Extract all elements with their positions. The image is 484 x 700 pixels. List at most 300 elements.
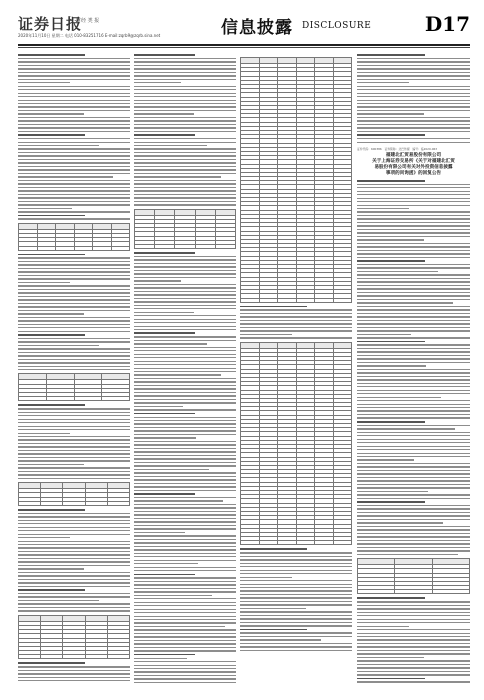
text-line — [18, 96, 130, 97]
table-row — [135, 244, 236, 248]
text-line — [134, 455, 236, 456]
table-cell — [155, 244, 175, 248]
table-row — [19, 246, 130, 250]
text-line — [134, 117, 236, 118]
text-line — [240, 306, 307, 308]
text-line — [357, 484, 470, 485]
text-line — [18, 187, 130, 188]
text-line — [18, 208, 72, 209]
text-line — [134, 134, 195, 136]
text-line — [134, 556, 236, 557]
text-line — [134, 650, 236, 651]
text-line — [240, 552, 352, 553]
table-cell — [315, 541, 334, 545]
text-line — [18, 86, 130, 87]
text-line — [18, 446, 130, 447]
text-line — [134, 609, 236, 610]
text-line — [18, 54, 85, 56]
text-line — [18, 268, 130, 269]
text-line — [18, 419, 130, 420]
text-line — [357, 211, 470, 212]
text-line — [357, 533, 470, 534]
text-line — [18, 261, 130, 262]
text-line — [240, 556, 352, 557]
text-line — [357, 417, 470, 418]
text-line — [134, 588, 236, 589]
text-line — [134, 385, 236, 386]
body-text-block — [134, 252, 236, 684]
text-line — [357, 404, 470, 405]
text-line — [18, 572, 130, 573]
body-text-block — [18, 54, 130, 220]
text-line — [357, 629, 470, 630]
text-line — [18, 271, 130, 272]
text-line — [134, 602, 236, 603]
text-line — [357, 543, 470, 544]
text-line — [134, 574, 195, 576]
text-line — [357, 421, 425, 423]
text-line — [134, 469, 209, 470]
text-line — [18, 478, 130, 479]
text-line — [357, 550, 470, 551]
text-line — [357, 113, 424, 114]
text-line — [18, 471, 130, 472]
text-line — [134, 430, 236, 431]
text-line — [18, 131, 130, 132]
text-line — [18, 173, 130, 174]
text-line — [18, 215, 85, 217]
text-line — [357, 309, 470, 310]
text-line — [18, 520, 130, 521]
text-line — [240, 604, 352, 605]
text-line — [357, 229, 470, 230]
text-line — [357, 633, 470, 634]
text-line — [357, 519, 470, 520]
text-line — [357, 508, 470, 509]
text-line — [18, 145, 99, 146]
text-line — [357, 449, 470, 450]
text-line — [134, 350, 236, 351]
text-line — [357, 239, 424, 240]
text-line — [134, 61, 236, 62]
text-line — [357, 274, 470, 275]
text-line — [18, 443, 130, 444]
text-line — [134, 682, 236, 683]
text-line — [240, 646, 352, 647]
text-line — [134, 409, 236, 410]
text-line — [240, 573, 352, 574]
text-line — [357, 477, 470, 478]
masthead-rule-thin — [18, 47, 470, 48]
text-line — [357, 597, 425, 599]
text-line — [18, 362, 130, 363]
table-cell — [175, 244, 195, 248]
text-line — [357, 330, 470, 331]
text-line — [134, 500, 223, 501]
text-line — [240, 548, 307, 550]
text-line — [134, 194, 236, 195]
text-line — [240, 639, 321, 640]
text-line — [18, 127, 130, 128]
text-line — [18, 65, 130, 66]
text-line — [134, 437, 196, 438]
text-line — [18, 575, 130, 576]
text-line — [240, 577, 292, 578]
table-cell — [19, 501, 41, 505]
text-line — [18, 190, 130, 191]
text-line — [357, 678, 425, 680]
text-line — [357, 106, 470, 107]
text-line — [357, 68, 470, 69]
text-line — [134, 308, 236, 309]
text-line — [134, 169, 236, 170]
text-line — [357, 501, 425, 503]
text-line — [357, 671, 470, 672]
text-line — [240, 587, 352, 588]
text-line — [134, 378, 236, 379]
text-line — [18, 313, 84, 314]
text-line — [18, 345, 99, 346]
text-line — [134, 626, 225, 627]
text-line — [18, 436, 130, 437]
text-line — [18, 320, 130, 321]
text-line — [357, 134, 425, 136]
text-line — [18, 593, 130, 594]
table-row — [241, 298, 352, 302]
text-line — [18, 169, 130, 170]
text-line — [134, 581, 236, 582]
text-line — [18, 331, 130, 332]
text-line — [357, 466, 470, 467]
text-line — [357, 278, 470, 279]
text-line — [357, 218, 470, 219]
text-line — [357, 529, 470, 530]
text-line — [134, 263, 236, 264]
text-line — [134, 395, 236, 396]
text-line — [134, 340, 236, 341]
announcement-header — [357, 147, 470, 177]
text-line — [18, 155, 130, 156]
text-line — [357, 191, 470, 192]
text-line — [18, 204, 130, 205]
text-line — [357, 428, 455, 429]
table-cell — [56, 246, 75, 250]
text-line — [357, 657, 424, 658]
text-line — [134, 514, 236, 515]
text-line — [357, 351, 470, 352]
text-line — [18, 467, 130, 468]
text-line — [357, 383, 470, 384]
text-line — [18, 527, 130, 528]
text-line — [18, 666, 130, 667]
text-line — [357, 653, 470, 654]
text-line — [134, 131, 236, 132]
text-line — [357, 253, 470, 254]
text-line — [134, 374, 221, 375]
text-line — [134, 671, 236, 672]
text-line — [134, 622, 236, 623]
text-line — [240, 337, 352, 338]
text-line — [18, 544, 130, 545]
text-line — [357, 138, 470, 139]
text-line — [134, 675, 236, 676]
text-line — [357, 198, 470, 199]
announcement-title-line-1: 关于上海证券交易所《关于对福建北汇贸 — [372, 158, 455, 164]
text-line — [18, 422, 130, 423]
table-cell — [19, 397, 47, 401]
text-line — [18, 183, 130, 184]
text-line — [134, 204, 236, 205]
text-line — [134, 616, 236, 617]
text-line — [134, 332, 195, 334]
table-cell — [19, 655, 41, 659]
text-line — [357, 281, 470, 282]
data-table — [240, 342, 352, 546]
text-line — [134, 138, 236, 139]
table-cell — [296, 298, 315, 302]
body-text-block — [357, 180, 470, 555]
text-line — [240, 313, 352, 314]
data-table — [18, 482, 130, 506]
text-line — [134, 490, 236, 491]
table-cell — [63, 655, 85, 659]
text-line — [357, 660, 470, 661]
text-line — [18, 534, 130, 535]
text-line — [134, 305, 236, 306]
text-line — [357, 79, 470, 80]
text-line — [18, 58, 130, 59]
text-line — [357, 232, 470, 233]
text-line — [134, 678, 236, 679]
text-line — [18, 412, 130, 413]
text-line — [357, 473, 470, 474]
text-line — [134, 347, 236, 348]
text-line — [134, 127, 236, 128]
table-cell — [93, 246, 112, 250]
announcement-title-line-2: 易股份有限公司有关对外投资信息披露 — [374, 164, 453, 170]
text-line — [357, 446, 470, 447]
text-line — [240, 625, 352, 626]
text-line — [240, 580, 352, 581]
text-line — [18, 568, 84, 569]
text-line — [134, 560, 236, 561]
text-line — [134, 654, 195, 656]
text-line — [134, 190, 236, 191]
text-line — [357, 96, 470, 97]
table-row — [241, 541, 352, 545]
text-line — [357, 414, 470, 415]
text-line — [357, 626, 409, 627]
text-line — [357, 487, 470, 488]
text-line — [18, 120, 130, 121]
table-cell — [107, 501, 129, 505]
text-line — [18, 254, 85, 256]
text-line — [134, 176, 221, 177]
text-line — [18, 264, 130, 265]
text-line — [357, 372, 470, 373]
text-line — [18, 110, 130, 111]
text-line — [134, 451, 236, 452]
table-cell — [85, 501, 107, 505]
text-line — [134, 584, 236, 585]
text-line — [18, 404, 85, 406]
body-text-block — [357, 54, 470, 143]
text-line — [18, 79, 130, 80]
text-line — [134, 336, 236, 337]
data-table — [134, 209, 236, 250]
text-line — [357, 110, 470, 111]
text-line — [18, 317, 130, 318]
text-line — [134, 486, 236, 487]
text-line — [134, 406, 183, 407]
text-line — [134, 636, 236, 637]
table-cell — [241, 541, 260, 545]
text-line — [134, 643, 236, 644]
text-line — [134, 152, 236, 153]
text-line — [18, 194, 130, 195]
table-cell — [395, 590, 432, 594]
text-line — [18, 152, 130, 153]
text-line — [134, 103, 236, 104]
text-line — [18, 558, 130, 559]
text-line — [357, 494, 470, 495]
table-cell — [46, 397, 74, 401]
text-line — [18, 513, 130, 514]
announcement-company: 福建北汇贸易股份有限公司 — [385, 152, 442, 158]
text-line — [18, 68, 130, 69]
text-line — [134, 661, 236, 662]
text-line — [357, 379, 470, 380]
column-1 — [18, 54, 130, 684]
text-line — [134, 326, 236, 327]
text-line — [18, 162, 130, 163]
text-line — [18, 670, 130, 671]
text-line — [18, 537, 70, 538]
text-line — [134, 507, 236, 508]
table-cell — [102, 397, 130, 401]
text-line — [134, 259, 236, 260]
text-line — [18, 82, 70, 83]
text-line — [134, 120, 236, 121]
text-line — [134, 612, 236, 613]
text-line — [134, 319, 236, 320]
text-line — [357, 72, 470, 73]
text-line — [240, 615, 352, 616]
text-line — [357, 522, 443, 523]
text-line — [18, 603, 130, 604]
text-line — [134, 329, 236, 330]
text-line — [18, 426, 130, 427]
text-line — [134, 65, 236, 66]
text-line — [357, 358, 470, 359]
text-line — [18, 554, 130, 555]
text-line — [240, 643, 352, 644]
text-line — [134, 462, 236, 463]
text-line — [18, 138, 130, 139]
text-line — [134, 93, 236, 94]
text-line — [357, 619, 470, 620]
text-line — [18, 285, 130, 286]
text-line — [18, 113, 84, 114]
text-line — [134, 392, 236, 393]
text-line — [134, 266, 236, 267]
text-line — [357, 225, 470, 226]
text-line — [18, 589, 85, 591]
text-line — [134, 528, 236, 529]
text-line — [134, 100, 236, 101]
text-line — [18, 586, 130, 587]
text-line — [134, 483, 236, 484]
text-line — [134, 417, 236, 418]
text-line — [357, 82, 409, 83]
text-line — [357, 184, 470, 185]
text-line — [134, 647, 236, 648]
text-line — [357, 124, 470, 125]
text-line — [18, 303, 130, 304]
text-line — [134, 479, 236, 480]
brand-subtitle: 财经 类 报 — [76, 18, 100, 24]
text-line — [134, 287, 236, 288]
text-line — [240, 629, 307, 631]
text-line — [18, 142, 130, 143]
text-line — [357, 376, 470, 377]
text-line — [18, 75, 130, 76]
text-line — [357, 306, 470, 307]
text-line — [134, 58, 236, 59]
text-line — [18, 117, 130, 118]
text-line — [134, 166, 236, 167]
text-line — [357, 536, 470, 537]
data-table — [357, 558, 470, 594]
text-line — [134, 187, 236, 188]
text-line — [18, 176, 113, 177]
text-line — [134, 532, 185, 533]
text-line — [357, 498, 470, 499]
text-line — [357, 505, 470, 506]
text-line — [18, 324, 130, 325]
text-line — [18, 408, 130, 409]
text-line — [18, 134, 85, 136]
text-line — [240, 590, 352, 591]
text-line — [357, 302, 453, 303]
table-cell — [278, 298, 297, 302]
text-line — [134, 465, 236, 466]
text-line — [357, 674, 470, 675]
text-line — [357, 61, 470, 62]
text-line — [18, 453, 130, 454]
text-line — [357, 127, 470, 128]
text-line — [18, 341, 130, 342]
text-line — [134, 312, 194, 313]
text-line — [357, 65, 470, 66]
text-line — [357, 667, 470, 668]
data-table — [240, 57, 352, 303]
text-line — [18, 355, 130, 356]
text-line — [18, 607, 130, 608]
text-line — [240, 309, 352, 310]
text-line — [134, 413, 195, 415]
body-text-block — [357, 597, 470, 684]
text-line — [18, 516, 130, 517]
text-line — [134, 89, 236, 90]
text-line — [18, 415, 130, 416]
text-line — [134, 567, 236, 568]
text-line — [134, 525, 236, 526]
text-line — [18, 299, 130, 300]
text-line — [357, 120, 470, 121]
text-line — [134, 535, 236, 536]
text-line — [240, 650, 352, 651]
